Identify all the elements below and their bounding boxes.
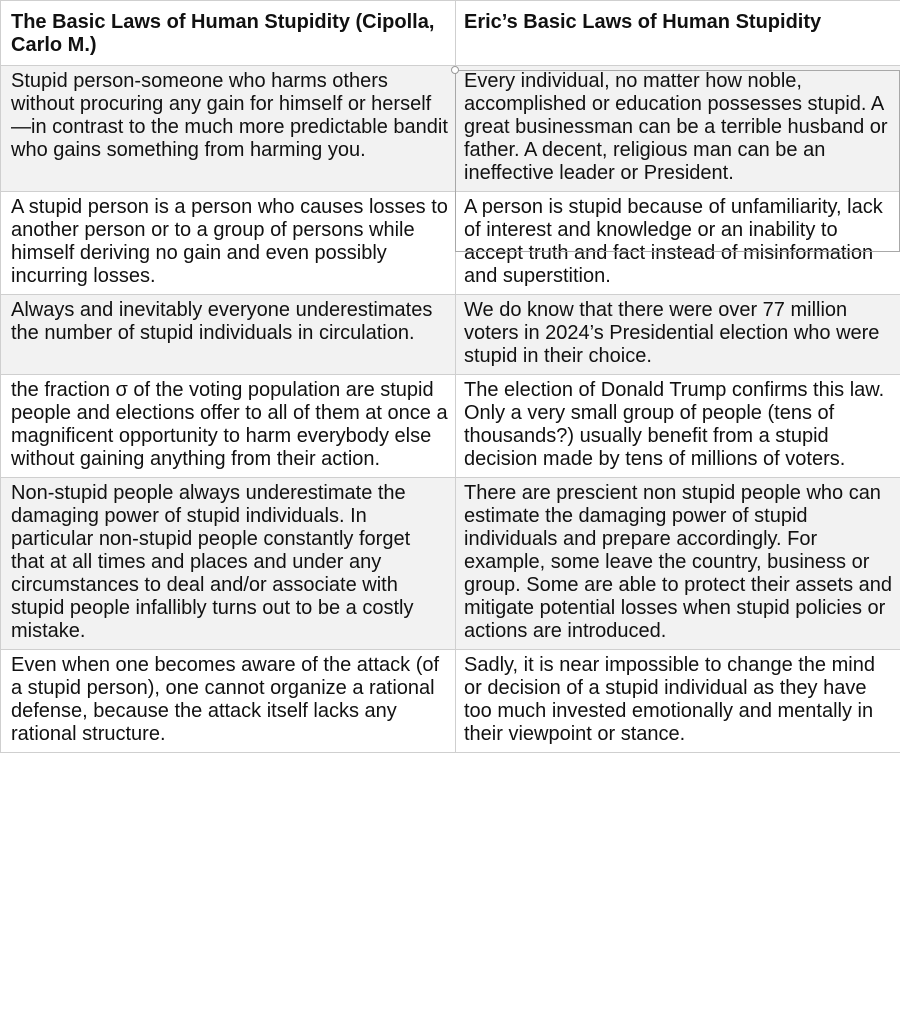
header-cipolla-laws[interactable]: The Basic Laws of Human Stupidity (Cipolla, Carlo M.) — [1, 1, 456, 66]
table-cell-eric[interactable]: Every individual, no matter how noble, accomplished or education possesses stupid. A great businessman can be a terrible husband or father. A decent, religious man can be an ineffective leader or President. — [456, 66, 900, 192]
table-cell-cipolla[interactable]: Even when one becomes aware of the attack (of a stupid person), one cannot organize a rational defense, because the attack itself lacks any rational structure. — [1, 650, 456, 753]
table-row — [1, 650, 900, 753]
table-cell-cipolla[interactable]: Non-stupid people always underestimate the damaging power of stupid individuals. In particular non-stupid people constantly forget that at all times and places and under any circumstances to deal and/or associate with stupid people infallibly turns out to be a costly mistake. — [1, 478, 456, 650]
table-row — [1, 192, 900, 295]
table-row — [1, 478, 900, 650]
table-row — [1, 295, 900, 375]
table-cell-cipolla[interactable]: Stupid person-someone who harms others without procuring any gain for himself or herself—in contrast to the much more predictable bandit who gains something from harming you. — [1, 66, 456, 192]
table-row — [1, 66, 900, 192]
table-header-row — [1, 1, 900, 66]
table-cell-eric[interactable]: Sadly, it is near impossible to change the mind or decision of a stupid individual as they have too much invested emotionally and mentally in their viewpoint or stance. — [456, 650, 900, 753]
table-cell-eric[interactable]: We do know that there were over 77 million voters in 2024’s Presidential election who were stupid in their choice. — [456, 295, 900, 375]
table-cell-cipolla[interactable]: Always and inevitably everyone underestimates the number of stupid individuals in circulation. — [1, 295, 456, 375]
table-row — [1, 375, 900, 478]
table-cell-eric[interactable]: There are prescient non stupid people who can estimate the damaging power of stupid individuals and prepare accordingly. For example, some leave the country, business or group. Some are able to protect their assets and mitigate potential losses when stupid policies or actions are introduced. — [456, 478, 900, 650]
header-erics-laws[interactable]: Eric’s Basic Laws of Human Stupidity — [456, 1, 900, 66]
table-cell-cipolla[interactable]: the fraction σ of the voting population are stupid people and elections offer to all of them at once a magnificent opportunity to harm everybody else without gaining anything from their action. — [1, 375, 456, 478]
table-cell-eric[interactable]: The election of Donald Trump confirms this law. Only a very small group of people (tens of thousands?) usually benefit from a stupid decision made by tens of millions of voters. — [456, 375, 900, 478]
table-cell-eric[interactable]: A person is stupid because of unfamiliarity, lack of interest and knowledge or an inability to accept truth and fact instead of misinformation and superstition. — [456, 192, 900, 295]
table-cell-cipolla[interactable]: A stupid person is a person who causes losses to another person or to a group of persons while himself deriving no gain and even possibly incurring losses. — [1, 192, 456, 295]
selection-handle[interactable] — [451, 66, 459, 74]
